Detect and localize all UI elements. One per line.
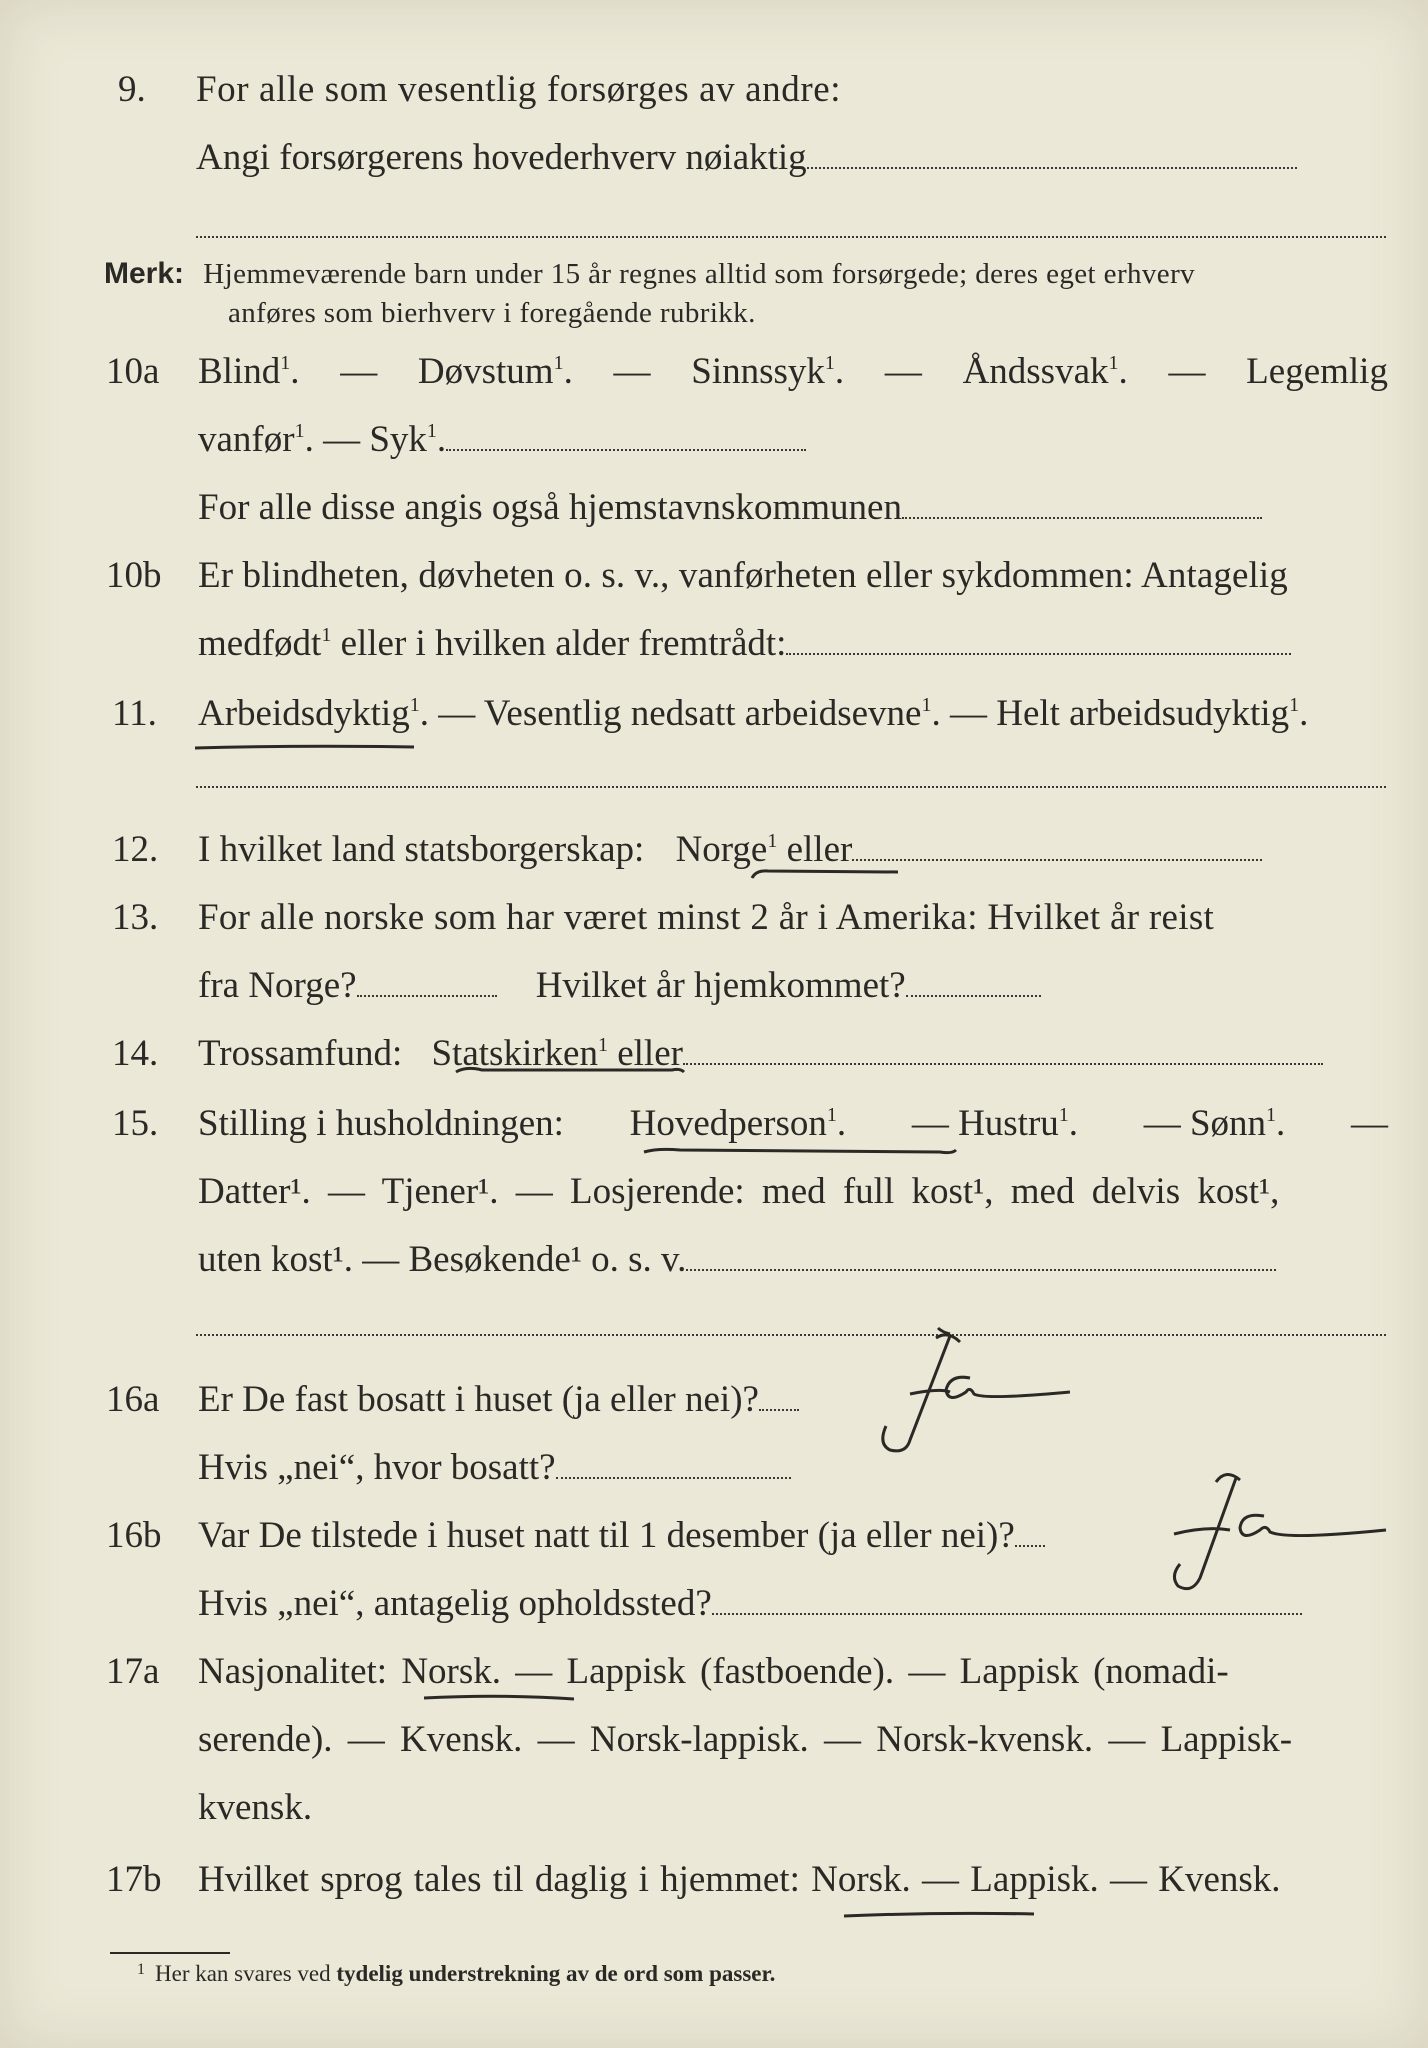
option-vanfor: vanfør [198, 419, 295, 460]
question-number: 16b [106, 1515, 162, 1556]
option-sonn[interactable]: — Sønn$^1$. [1143, 1103, 1286, 1144]
dash: — [1350, 1103, 1388, 1144]
question-number: 17b [106, 1859, 162, 1900]
q15-line3 [198, 1238, 1276, 1282]
q16a-line1 [198, 1378, 799, 1422]
q9-line1: For alle som vesentlig forsørges av andre: [196, 69, 842, 110]
answer-dotted-line[interactable] [807, 141, 1297, 169]
q15-label: Stilling i husholdningen: [198, 1103, 564, 1144]
q17a-line1: Nasjonalitet: Norsk. — Lappisk (fastboende). — Lappisk (nomadi- [198, 1651, 1229, 1692]
answer-dotted-line[interactable] [852, 833, 1262, 861]
q12-line: I hvilket land statsborgerskap: Norge$^1$ eller [198, 828, 1262, 872]
answer-dotted-line[interactable] [759, 1383, 799, 1411]
handwritten-underline [840, 1906, 1040, 1924]
question-number: 16a [106, 1379, 160, 1420]
q15-line3-text: uten kost¹. — Besøkende¹ o. s. v. [198, 1239, 687, 1280]
option-nedsatt-arbeidsevne[interactable]: . — Vesentlig nedsatt arbeidsevne [419, 693, 922, 734]
question-number: 17a [106, 1651, 160, 1692]
question-number: 15. [112, 1103, 159, 1144]
q14-line: Trossamfund: Statskirken$^1$ eller [198, 1032, 1323, 1076]
option-hovedperson[interactable]: Hovedperson$^1$. [629, 1103, 847, 1144]
option-helt-arbeidsudyktig[interactable]: . — Helt arbeidsudyktig [931, 693, 1290, 734]
answer-dotted-line[interactable] [686, 1243, 1276, 1271]
answer-dotted-line[interactable] [196, 786, 1386, 788]
handwritten-underline [640, 1140, 960, 1162]
footnote-mark: 1 [137, 1961, 145, 1978]
option-medfodt: medfødt [198, 623, 322, 664]
question-number: 12. [112, 829, 159, 870]
option-d-vstum[interactable]: Døvstum$^1$. [417, 351, 573, 392]
footnote-rule [110, 1952, 230, 1954]
option-syk: . — Syk [304, 419, 427, 460]
signature-ja-1 [850, 1322, 1070, 1472]
dash: — [340, 351, 378, 392]
q16b-followup: Hvis „nei“, antagelig opholdssted? [198, 1583, 712, 1624]
footnote-emphasis: tydelig understrekning av de ord som passer. [336, 1961, 776, 1986]
merk-line2: anføres som bierhverv i foregående rubrikk. [228, 297, 756, 329]
q16a-followup: Hvis „nei“, hvor bosatt? [198, 1447, 556, 1488]
dash: — [884, 351, 922, 392]
answer-dotted-line[interactable] [902, 491, 1262, 519]
q11-line: Arbeidsdyktig$^1$. — Vesentlig nedsatt arbeidsevne$^1$. — Helt arbeidsudyktig$^1$. [198, 693, 1309, 734]
q10b-line2-text: eller i hvilken alder fremtrådt: [331, 623, 787, 664]
answer-dotted-line[interactable] [906, 969, 1041, 997]
q10a-line3 [198, 486, 1262, 530]
option-blind[interactable]: Blind$^1$. [198, 351, 300, 392]
q17b-line1: Hvilket sprog tales til daglig i hjemmet: Norsk. — Lappisk. — Kvensk. [198, 1859, 1281, 1900]
option-norge[interactable]: Norge [675, 829, 768, 870]
option-legemlig[interactable]: Legemlig [1246, 351, 1388, 392]
option--ndssvak[interactable]: Åndssvak$^1$. [962, 351, 1128, 392]
q16b-question: Var De tilstede i huset natt til 1 desember (ja eller nei)? [198, 1515, 1015, 1556]
footnote-text: Her kan svares ved [155, 1961, 337, 1986]
merk-note [104, 253, 1195, 295]
answer-dotted-line[interactable] [1015, 1519, 1045, 1547]
q15-line2: Datter¹. — Tjener¹. — Losjerende: med full kost¹, med delvis kost¹, [198, 1171, 1280, 1212]
option-arbeidsdyktig[interactable]: Arbeidsdyktig [198, 693, 410, 734]
q9-line2-text: Angi forsørgerens hovederhverv nøiaktig [196, 137, 807, 178]
answer-dotted-line[interactable] [357, 969, 497, 997]
q16a-question: Er De fast bosatt i huset (ja eller nei)? [198, 1379, 759, 1420]
answer-dotted-line[interactable] [786, 627, 1291, 655]
q16a-line2 [198, 1446, 791, 1490]
handwritten-underline [420, 1690, 580, 1708]
merk-label: Merk: [104, 257, 185, 290]
option-sinnssyk[interactable]: Sinnssyk$^1$. [691, 351, 845, 392]
q10b-line2: medfødt$^1$ eller i hvilken alder fremtrådt: [198, 622, 1291, 666]
q10b-line1: Er blindheten, døvheten o. s. v., vanførheten eller sykdommen: Antagelig [198, 555, 1288, 596]
dash: — [613, 351, 651, 392]
handwritten-underline [192, 740, 422, 756]
option-eller: eller [777, 829, 853, 870]
question-number: 10b [106, 555, 162, 596]
question-number: 9. [118, 69, 146, 110]
q12-label: I hvilket land statsborgerskap: [198, 829, 645, 870]
q9-line2 [196, 136, 1297, 180]
handwritten-underline [452, 1060, 692, 1082]
option-hustru[interactable]: — Hustru$^1$. [911, 1103, 1079, 1144]
q17a-line3: kvensk. [198, 1787, 313, 1828]
answer-dotted-line[interactable] [683, 1037, 1323, 1065]
answer-dotted-line[interactable] [196, 1334, 1386, 1336]
q17a-line2: serende). — Kvensk. — Norsk-lappisk. — Norsk-kvensk. — Lappisk- [198, 1719, 1293, 1760]
question-number: 14. [112, 1033, 159, 1074]
q13-reist-label: fra Norge? [198, 965, 357, 1006]
q13-hjemkommet-label: Hvilket år hjemkommet? [535, 965, 906, 1006]
answer-dotted-line[interactable] [556, 1451, 791, 1479]
dash: — [1168, 351, 1206, 392]
question-number: 13. [112, 897, 159, 938]
answer-dotted-line[interactable] [712, 1587, 1302, 1615]
handwritten-underline [748, 866, 908, 884]
merk-line1: Hjemmeværende barn under 15 år regnes alltid som forsørgede; deres eget erhverv [203, 258, 1196, 290]
handwritten-answer-ja [850, 1322, 1070, 1477]
footnote [137, 1958, 776, 1990]
q13-line1: For alle norske som har været minst 2 år i Amerika: Hvilket år reist [198, 897, 1215, 938]
question-number: 11. [112, 693, 157, 734]
option-eller: eller [607, 1033, 683, 1074]
option-statskirken[interactable]: Statskirken [431, 1033, 598, 1074]
answer-dotted-line[interactable] [196, 236, 1386, 238]
q13-line2 [198, 964, 1041, 1008]
q10a-line3-text: For alle disse angis også hjemstavnskommunen [198, 487, 902, 528]
answer-dotted-line[interactable] [446, 423, 806, 451]
q16b-line1 [198, 1514, 1045, 1558]
q14-label: Trossamfund: [198, 1033, 403, 1074]
q10a-line2: vanfør$^1$. — Syk$^1$. [198, 418, 806, 462]
q16b-line2 [198, 1582, 1302, 1626]
question-number: 10a [106, 351, 160, 392]
q10a-line1 [198, 350, 1388, 394]
